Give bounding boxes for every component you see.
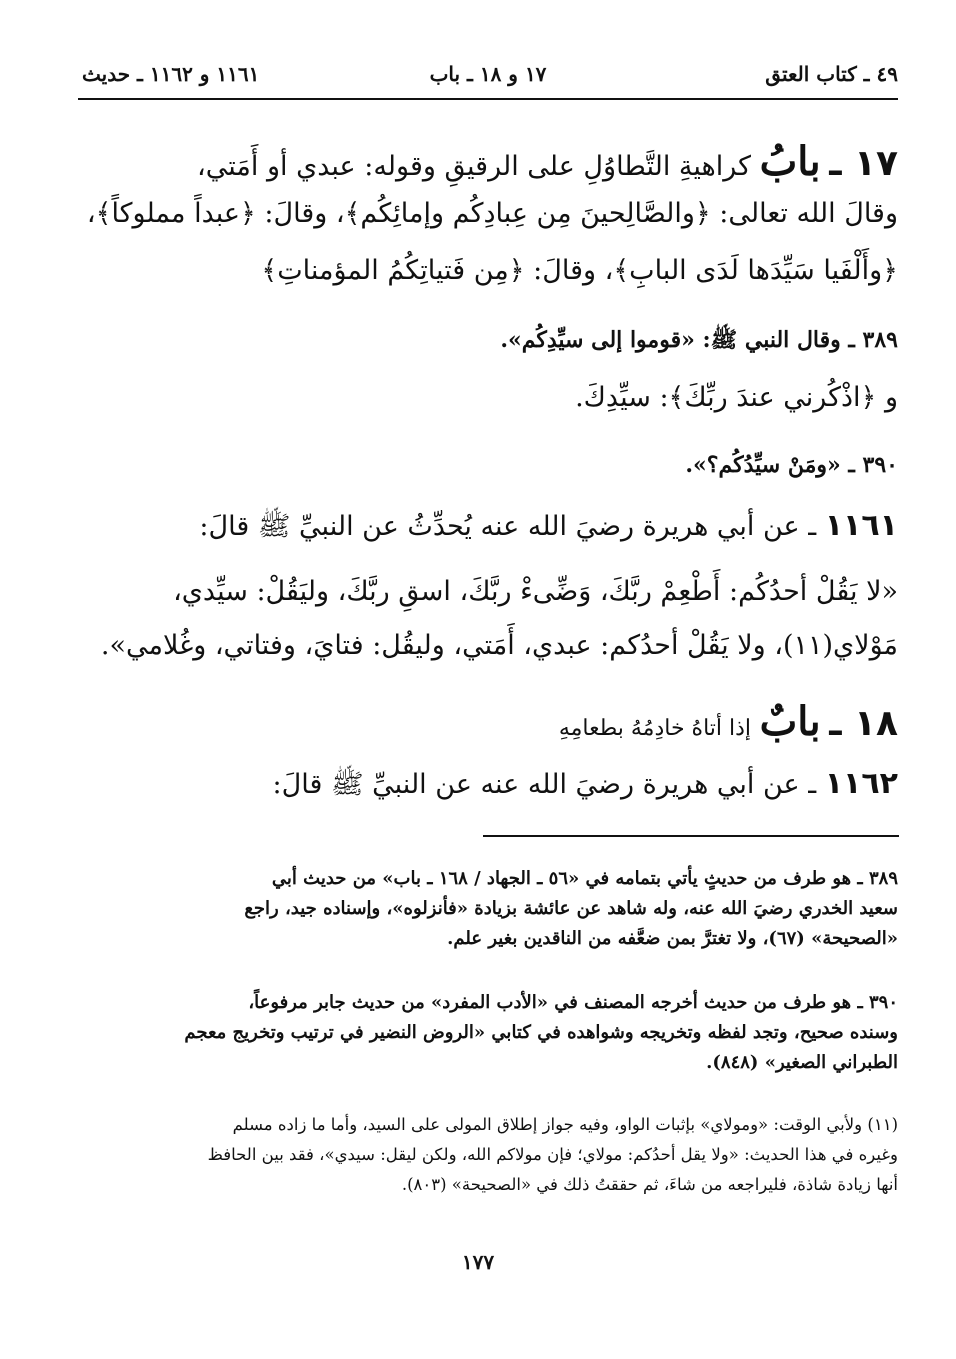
footnote-line: سعيد الخدري رضيَ الله عنه، وله شاهد عن عائشة بزيادة «فأنزلوه»، وإسناده جيد، راجع xyxy=(244,898,898,919)
hadith-number: ١١٦٢ xyxy=(824,766,898,801)
header-chapters: ١٧ و ١٨ ـ باب xyxy=(429,62,547,86)
hadith-isnad: ـ عن أبي هريرة رضيَ الله عنه عن النبيِّ ﷺ قالَ: xyxy=(272,769,817,800)
chapter-17-line-3: ﴿وأَلْفَيا سَيِّدَها لَدَى البابِ﴾، وقالَ: ﴿مِن فَتياتِكُمُ المؤمناتِ﴾ xyxy=(261,255,898,286)
hadith-1161-text-2: مَوْلاي(١١)، ولا يَقُلْ أحدُكم: عبدي، أَمَتي، وليقُل: فتايَ، وفتاتي، وغُلامي». xyxy=(100,630,898,661)
hadith-1161-intro xyxy=(78,508,898,549)
footnote-line: أنها زيادة شاذة، فليراجعه من شاءَ، ثم حققتُ ذلك في «الصحيحة» (٨٠٣). xyxy=(401,1175,898,1194)
chapter-number: ١٨ ـ xyxy=(829,703,898,744)
footnote-line: ٣٨٩ ـ هو طرف من حديثٍ يأتي بتمامه في «٥٦ ـ الجهاد / ١٦٨ ـ باب» من حديث أبي xyxy=(271,868,898,889)
hadith-isnad: ـ عن أبي هريرة رضيَ الله عنه يُحدِّثُ عن النبيِّ ﷺ قالَ: xyxy=(199,511,817,542)
header-hadith-range: ١١٦١ و ١١٦٢ ـ حديث xyxy=(82,62,260,86)
taliq-389: ٣٨٩ ـ وقال النبي ﷺ: «قوموا إلى سيِّدِكُم». xyxy=(500,327,898,353)
footnote-11 xyxy=(78,1110,898,1200)
footnote-line: وغيره في هذا الحديث: «ولا يقل أحدُكم: مولاي؛ فإن مولاكم الله، ولكن ليقل: سيدي»، فقد بين الحافظ xyxy=(207,1145,898,1164)
running-header xyxy=(78,58,898,100)
footnote-389 xyxy=(78,864,898,954)
chapter-bab-word: بابٌ xyxy=(759,698,821,745)
chapter-number: ١٧ ـ xyxy=(829,143,898,184)
footnote-line: (١١) ولأبي الوقت: «ومولاي» بإثبات الواو، وفيه جواز إطلاق المولى على السيد، وأما ما زاده مسلم xyxy=(232,1115,898,1134)
chapter-title: إذا أتاهُ خادِمُهُ بطعامِهِ xyxy=(558,716,752,741)
footnote-line: الطبراني الصغير» (٨٤٨). xyxy=(706,1052,898,1073)
chapter-17-heading xyxy=(78,138,898,185)
page-number: ١٧٧ xyxy=(461,1250,495,1274)
footnote-line: ٣٩٠ ـ هو طرف من حديث أخرجه المصنف في «الأدب المفرد» من حديث جابر مرفوعاً، xyxy=(248,992,898,1013)
chapter-17-line-2: وقالَ الله تعالى: ﴿والصَّالِحينَ مِن عِبادِكُم وإمائِكُم﴾، وقالَ: ﴿عبداً مملوكاً﴾، xyxy=(86,198,898,229)
chapter-18-heading xyxy=(78,698,898,745)
hadith-number: ١١٦١ xyxy=(824,508,898,543)
taliq-390: ٣٩٠ ـ «ومَنْ سيِّدُكُم؟». xyxy=(685,452,898,478)
chapter-title: كراهيةِ التَّطاوُلِ على الرقيقِ وقوله: عبدي أو أَمَتي، xyxy=(197,151,752,182)
verse-line: و ﴿اذْكُرني عندَ ربِّكَ﴾: سيِّدِكَ. xyxy=(575,382,898,413)
chapter-bab-word: بابُ xyxy=(759,138,821,185)
footnote-separator xyxy=(483,835,899,837)
footnote-line: «الصحيحة» (٦٧)، ولا تغترَّ بمن ضعَّفه من الناقدين بغير علم. xyxy=(447,928,898,949)
header-book-title: ٤٩ ـ كتاب العتق xyxy=(765,62,898,86)
hadith-1161-text-1: «لا يَقُلْ أحدُكُم: أَطْعِمْ ربَّكَ، وَضِّىءْ ربَّكَ، اسقِ ربَّكَ، وليَقُلْ: سيِّدي، xyxy=(173,576,898,607)
hadith-1162-intro xyxy=(78,766,898,807)
footnote-line: وسنده صحيح، وتجد لفظه وتخريجه وشواهده في كتابي «الروض النضير في ترتيب وتخريج معجم xyxy=(184,1022,898,1043)
footnote-390 xyxy=(78,988,898,1078)
